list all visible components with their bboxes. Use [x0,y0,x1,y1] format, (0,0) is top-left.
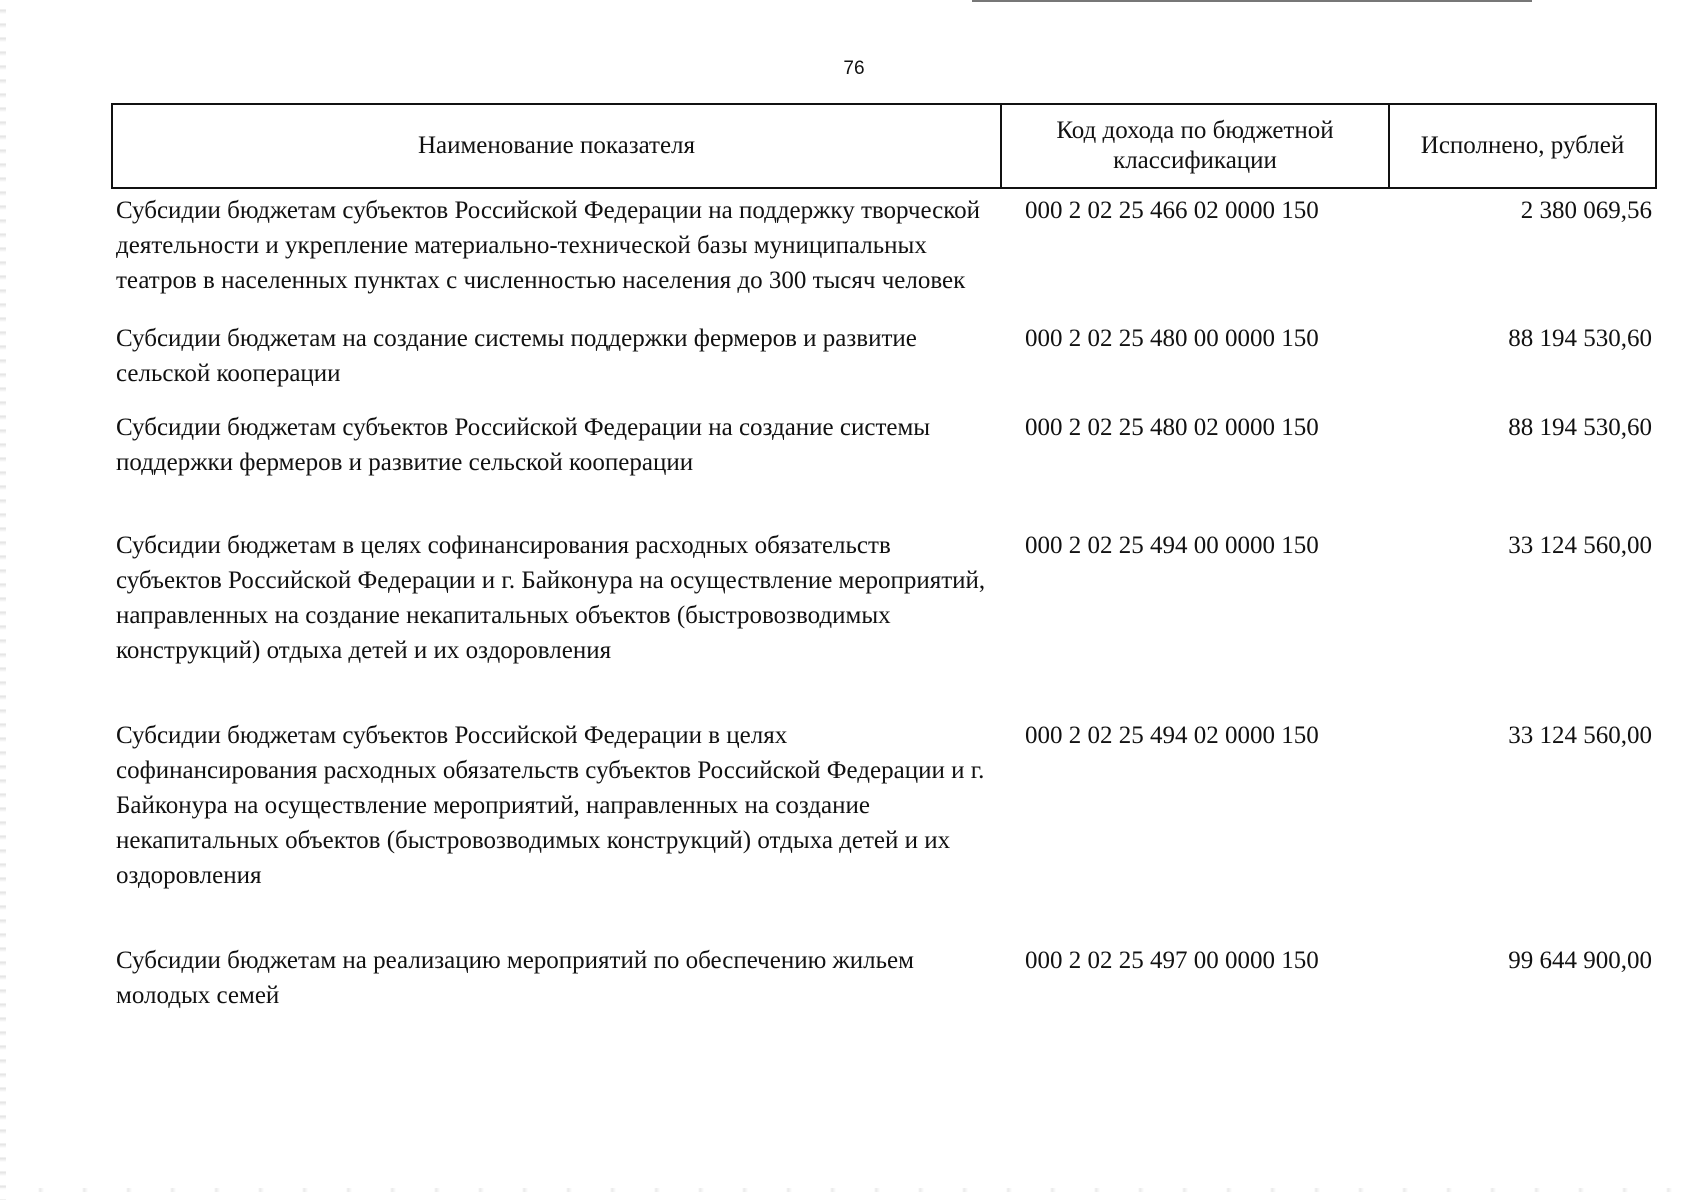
income-code: 000 2 02 25 494 00 0000 150 [1025,532,1319,559]
page-number: 76 [843,58,865,79]
table-row [112,939,1656,1019]
table-row [112,317,1656,406]
executed-amount: 88 194 530,60 [1508,414,1652,441]
table-row [112,406,1656,524]
table-row [112,524,1656,714]
executed-amount: 33 124 560,00 [1508,532,1652,559]
executed-amount: 99 644 900,00 [1508,947,1652,974]
indicator-name: Субсидии бюджетам субъектов Российской Федерации на создание системы поддержки фермеров и развитие сельской кооперации [116,414,931,476]
table-header-row [112,104,1656,188]
header-income-code: Код дохода по бюджетной классификации [1001,104,1389,188]
executed-amount: 2 380 069,56 [1520,197,1652,224]
scan-bottom-artifact [0,1188,1708,1192]
header-indicator-name: Наименование показателя [112,104,1001,188]
income-code: 000 2 02 25 494 02 0000 150 [1025,722,1319,749]
indicator-name: Субсидии бюджетам на создание системы поддержки фермеров и развитие сельской кооперации [116,325,917,387]
table-row [112,188,1656,317]
top-rule [972,0,1532,2]
income-code: 000 2 02 25 497 00 0000 150 [1025,947,1319,974]
executed-amount: 88 194 530,60 [1508,325,1652,352]
income-code: 000 2 02 25 480 00 0000 150 [1025,325,1319,352]
income-code: 000 2 02 25 466 02 0000 150 [1025,197,1319,224]
executed-amount: 33 124 560,00 [1508,722,1652,749]
indicator-name: Субсидии бюджетам субъектов Российской Федерации на поддержку творческой деятельности и укрепление материально-технической базы муниципальных театров в населенных пунктах с численностью населения до 300 тысяч человек [116,197,981,294]
indicator-name: Субсидии бюджетам в целях софинансирования расходных обязательств субъектов Российской Федерации и г. Байконура на осуществление мероприятий, направленных на создание некапитальных объектов (быстровозводимых конструкций) отдыха детей и их оздоровления [116,532,986,664]
table-row [112,714,1656,939]
income-code: 000 2 02 25 480 02 0000 150 [1025,414,1319,441]
scan-edge-artifact [0,0,6,1200]
header-executed-amount: Исполнено, рублей [1389,104,1656,188]
revenue-table [111,103,1657,1019]
indicator-name: Субсидии бюджетам на реализацию мероприятий по обеспечению жильем молодых семей [116,947,914,1009]
indicator-name: Субсидии бюджетам субъектов Российской Федерации в целях софинансирования расходных обязательств субъектов Российской Федерации и г. Байконура на осуществление мероприятий, направленных на создание некапитальных объектов (быстровозводимых конструкций) отдыха детей и их оздоровления [116,722,985,889]
